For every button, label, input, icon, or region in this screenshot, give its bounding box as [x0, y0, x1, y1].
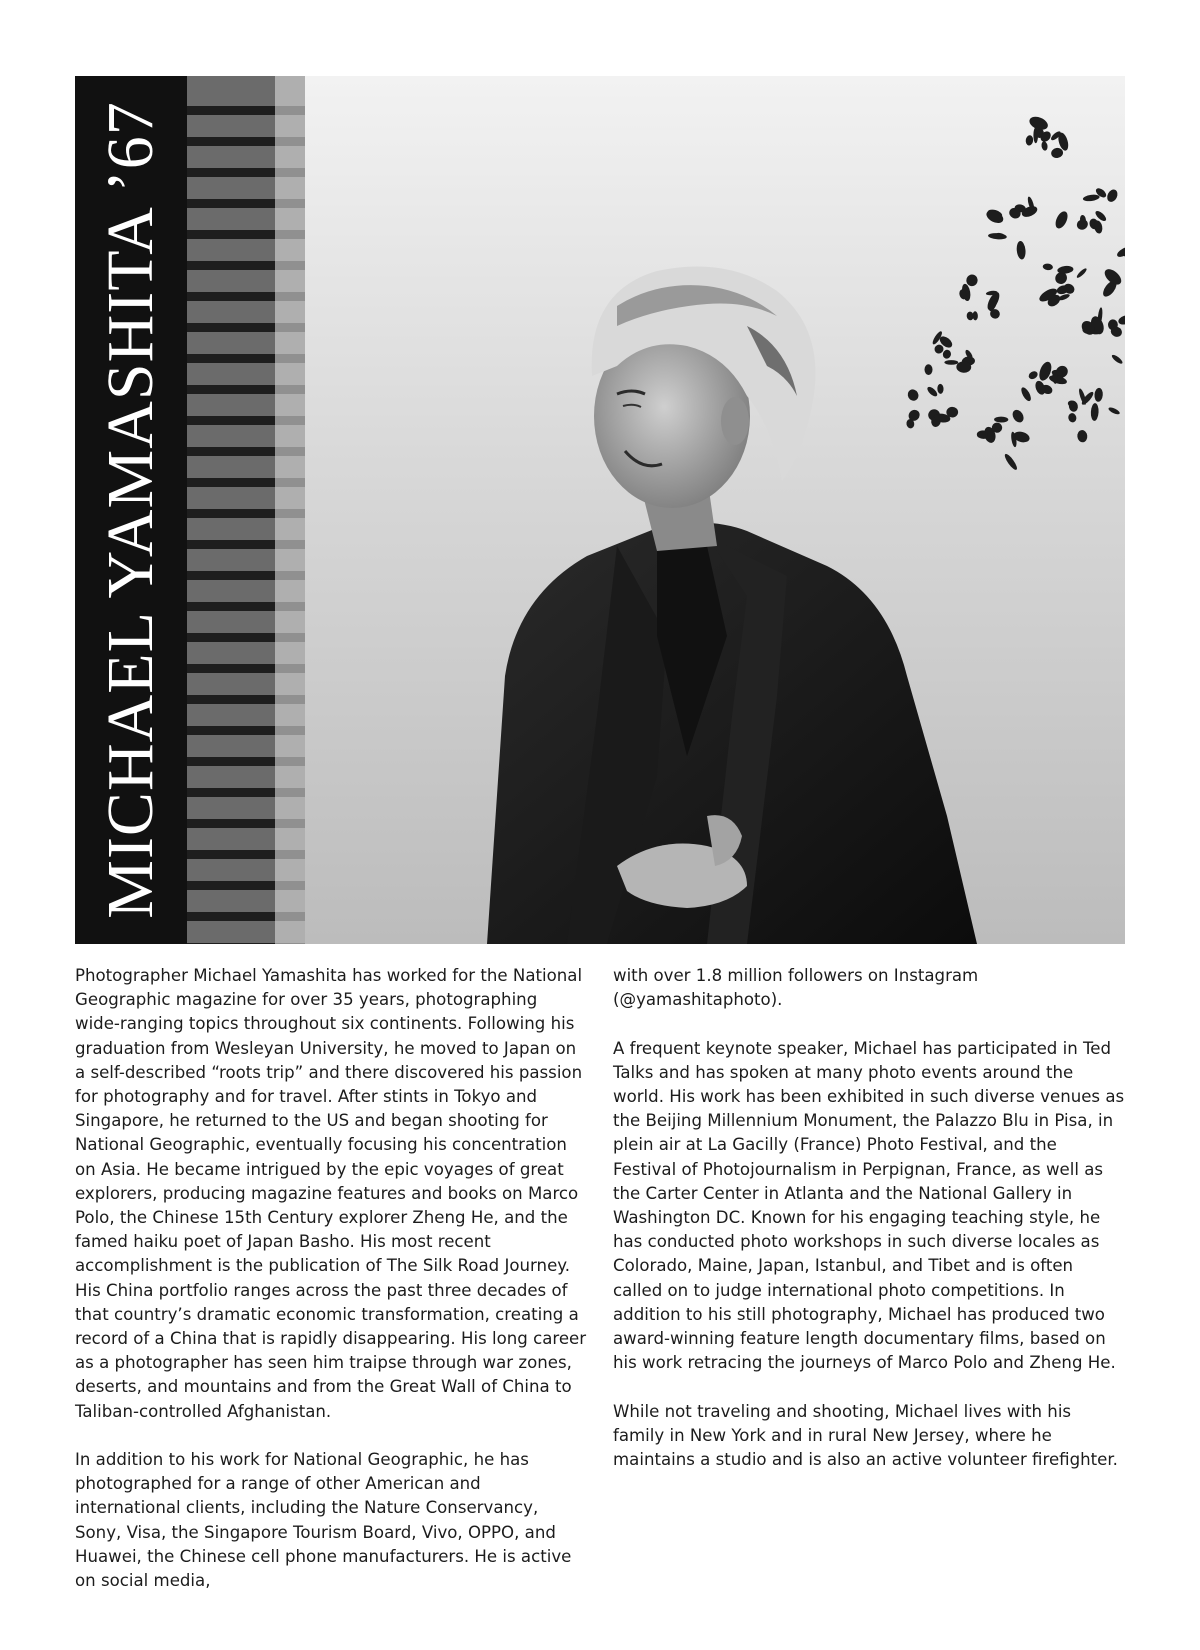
right-column — [613, 964, 1125, 1496]
left-column — [75, 964, 587, 1617]
building-edge — [275, 76, 305, 944]
paragraph: with over 1.8 million followers on Instagram (@yamashitaphoto). — [613, 966, 979, 1010]
name-banner — [75, 76, 187, 944]
paragraph: While not traveling and shooting, Michael lives with his family in New York and in rural New Jersey, where he maintains a studio and is also an active volunteer firefighter. — [613, 1401, 1118, 1470]
hero-section — [75, 76, 1125, 944]
page-title: MICHAEL YAMASHITA ’67 — [94, 101, 167, 919]
portrait-photo-graphic — [187, 76, 1125, 944]
paragraph: Photographer Michael Yamashita has worked for the National Geographic magazine for over 35 years, photographing wide-ranging topics throughout six continents. Following his graduation from Wesleyan University, he moved to Japan on a self-described “roots trip” and there discovered his passion for photography and for travel. After stints in Tokyo and Singapore, he returned to the US and began shooting for National Geographic, eventually focusing his concentration on Asia. He became intrigued by the epic voyages of great explorers, producing magazine features and books on Marco Polo, the Chinese 15th Century explorer Zheng He, and the famed haiku poet of Japan Basho. His most recent accomplishment is the publication of The Silk Road Journey. His China portfolio ranges across the past three decades of that country’s dramatic economic transformation, creating a record of a China that is rapidly disappearing. His long career as a photographer has seen him traipse through war zones, deserts, and mountains and from the Great Wall of China to Taliban-controlled Afghanistan. — [75, 966, 587, 1421]
foliage-leaf — [944, 360, 958, 365]
portrait-photo — [187, 76, 1125, 944]
paragraph: In addition to his work for National Geographic, he has photographed for a range of other American and international clients, including the Nature Conservancy, Sony, Visa, the Singapore Tourism Board, Vivo, OPPO, and Huawei, the Chinese cell phone manufacturers. He is active on social media, — [75, 1450, 572, 1591]
paragraph: A frequent keynote speaker, Michael has participated in Ted Talks and has spoken at many photo events around the world. His work has been exhibited in such diverse venues as the Beijing Millennium Monument, the Palazzo Blu in Pisa, in plein air at La Gacilly (France) Photo Festival, and the Festival of Photojournalism in Perpignan, France, as well as the Carter Center in Atlanta and the National Gallery in Washington DC. Known for his engaging teaching style, he has conducted photo workshops in such diverse locales as Colorado, Maine, Japan, Istanbul, and Tibet and is often called on to judge international photo competitions. In addition to his still photography, Michael has produced two award-winning feature length documentary films, based on his work retracing the journeys of Marco Polo and Zheng He. — [613, 1038, 1125, 1373]
